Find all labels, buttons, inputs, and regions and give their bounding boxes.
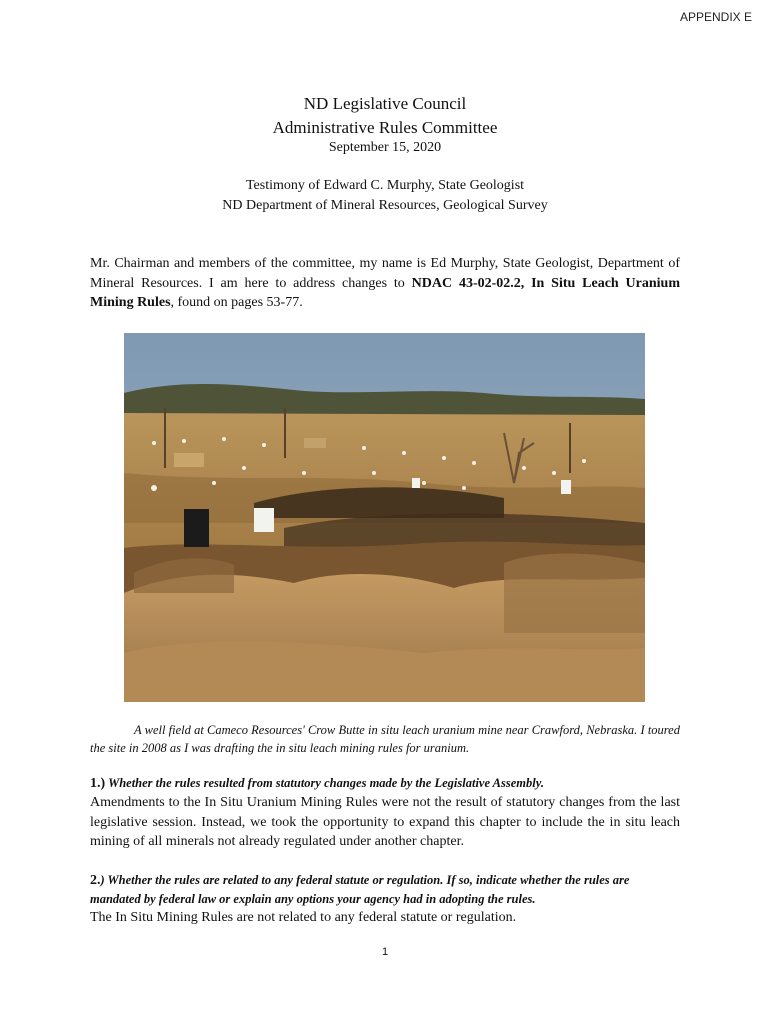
intro-text: Mr. Chairman and members of the committee, my name is Ed Murphy, State Geologist, Department of Mineral Resources. I am here to address changes to [90, 256, 680, 291]
hearing-date: September 15, 2020 [328, 140, 442, 155]
question-2-number: 2. [90, 873, 101, 888]
question-2-text: ) Whether the rules are related to any federal statute or regulation. If so, indicate whether the rules are mandated by federal law or explain any options your agency had in adopting the rules. [90, 873, 630, 906]
question-1 [90, 774, 680, 793]
intro-paragraph [90, 254, 680, 313]
answer-1: Amendments to the In Situ Uranium Mining Rules were not the result of statutory changes from the last legislative session. Instead, we took the opportunity to expand this chapter to include the in situ leach mining of all minerals not already regulated under another chapter. [90, 795, 680, 849]
council-title: ND Legislative Council [303, 94, 467, 113]
department-line: ND Department of Mineral Resources, Geological Survey [222, 198, 548, 213]
committee-title: Administrative Rules Committee [272, 118, 498, 137]
question-1-number: 1.) [90, 776, 106, 791]
intro-rule-reference: NDAC 43-02-02.2, In Situ Leach Uranium Mining Rules [90, 275, 680, 310]
question-2 [90, 871, 680, 908]
page-number: 1 [381, 946, 389, 958]
appendix-label: APPENDIX E [679, 10, 752, 24]
photo-caption [90, 721, 680, 757]
answer-2: The In Situ Mining Rules are not related to any federal statute or regulation. [90, 910, 517, 925]
testimony-line: Testimony of Edward C. Murphy, State Geologist [245, 178, 525, 193]
question-1-text: Whether the rules resulted from statutory changes made by the Legislative Assembly. [108, 776, 544, 790]
caption-text: A well field at Cameco Resources' Crow Butte in situ leach uranium mine near Crawford, Nebraska. I toured the site in 2008 as I was drafting the in situ leach mining rules for uranium. [90, 723, 680, 755]
well-field-photo [124, 333, 645, 702]
intro-text-end: , found on pages 53-77. [170, 295, 303, 310]
